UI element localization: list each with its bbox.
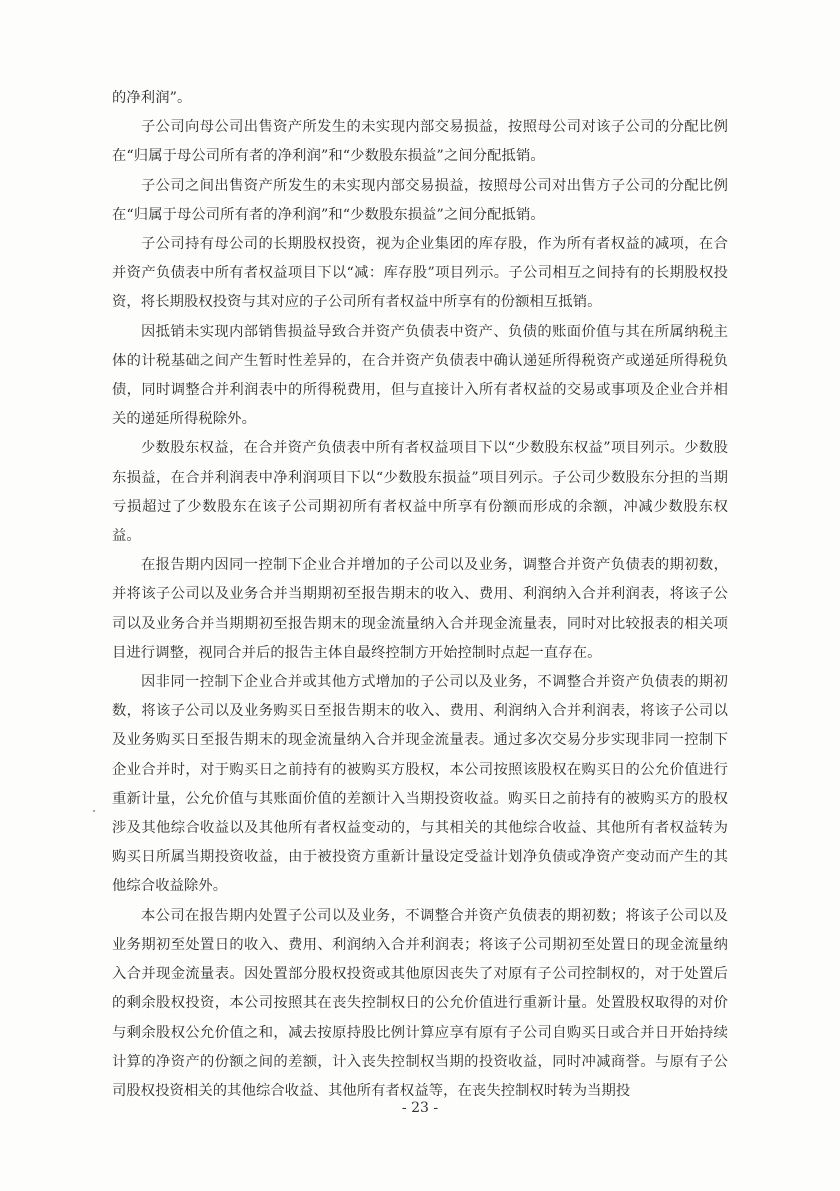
paragraph-treasury-stock: 子公司持有母公司的长期股权投资，视为企业集团的库存股，作为所有者权益的减项，在合并资产负债表中所有者权益项目下以“减：库存股”项目列示。子公司相互之间持有的长期股权投资，将长期股权投资与其对应的子公司所有者权益中所享有的份额相互抵销。 [112, 236, 728, 311]
paragraph-intersubsidiary-sales: 子公司之间出售资产所发生的未实现内部交易损益，按照母公司对出售方子公司的分配比例在“归属于母公司所有者的净利润”和“少数股东损益”之间分配抵销。 [112, 177, 728, 223]
paragraph-subsidiary-to-parent-sales: 子公司向母公司出售资产所发生的未实现内部交易损益，按照母公司对该子公司的分配比例在“归属于母公司所有者的净利润”和“少数股东损益”之间分配抵销。 [112, 119, 728, 165]
paragraph-non-common-control-merger: 因非同一控制下企业合并或其他方式增加的子公司以及业务，不调整合并资产负债表的期初数，将该子公司以及业务购买日至报告期末的收入、费用、利润纳入合并利润表，将该子公司以及业务购买日至报告期末的现金流量纳入合并现金流量表。通过多次交易分步实现非同一控制下企业合并时，对于购买日之前持有的被购买方股权，本公司按照该股权在购买日的公允价值进行重新计量，公允价值与其账面价值的差额计入当期投资收益。购买日之前持有的被购买方的股权涉及其他综合收益以及其他所有者权益变动的，与其相关的其他综合收益、其他所有者权益转为购买日所属当期投资收益，由于被投资方重新计量设定受益计划净负债或净资产变动而产生的其他综合收益除外。 [112, 674, 728, 895]
paragraph-minority-interest: 少数股东权益，在合并资产负债表中所有者权益项目下以“少数股东权益”项目列示。少数股东损益，在合并利润表中净利润项目下以“少数股东损益”项目列示。子公司少数股东分担的当期亏损超过了少数股东在该子公司期初所有者权益中所享有份额而形成的余额，冲减少数股东权益。 [112, 440, 728, 545]
paragraph-disposal-of-subsidiary: 本公司在报告期内处置子公司以及业务，不调整合并资产负债表的期初数；将该子公司以及业务期初至处置日的收入、费用、利润纳入合并利润表；将该子公司期初至处置日的现金流量纳入合并现金流量表。因处置部分股权投资或其他原因丧失了对原有子公司控制权的，对于处置后的剩余股权投资，本公司按照其在丧失控制权日的公允价值进行重新计量。处置股权取得的对价与剩余股权公允价值之和，减去按原持股比例计算应享有原有子公司自购买日或合并日开始持续计算的净资产的份额之间的差额，计入丧失控制权当期的投资收益，同时冲减商誉。与原有子公司股权投资相关的其他综合收益、其他所有者权益等，在丧失控制权时转为当期投 [112, 907, 728, 1099]
page-number: - 23 - [401, 1100, 439, 1116]
document-body [112, 84, 728, 1106]
paragraph-common-control-merger: 在报告期内因同一控制下企业合并增加的子公司以及业务，调整合并资产负债表的期初数，并将该子公司以及业务合并当期期初至报告期末的收入、费用、利润纳入合并利润表，将该子公司以及业务合并当期期初至报告期末的现金流量纳入合并现金流量表，同时对比较报表的相关项目进行调整，视同合并后的报告主体自最终控制方开始控制时点起一直存在。 [112, 557, 728, 661]
scan-speck [93, 810, 95, 812]
paragraph-deferred-tax: 因抵销未实现内部销售损益导致合并资产负债表中资产、负债的账面价值与其在所属纳税主体的计税基础之间产生暂时性差异的，在合并资产负债表中确认递延所得税资产或递延所得税负债，同时调整合并利润表中的所得税费用，但与直接计入所有者权益的交易或事项及企业合并相关的递延所得税除外。 [112, 323, 728, 428]
paragraph-continuation: 的净利润”。 [112, 90, 192, 106]
